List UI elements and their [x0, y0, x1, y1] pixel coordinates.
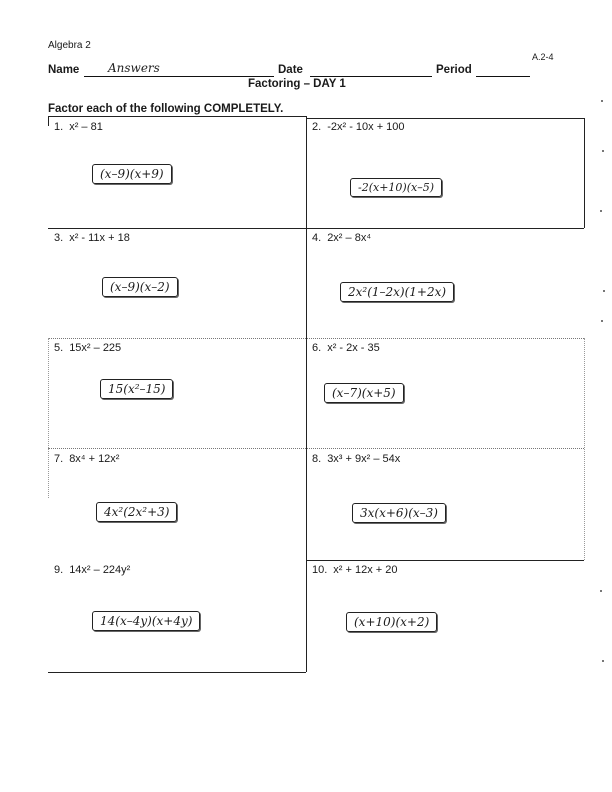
- problem-3: [54, 232, 130, 244]
- name-line: [84, 76, 274, 77]
- problem-9: [54, 564, 130, 576]
- problem-5: [54, 342, 121, 354]
- answer-box-1: (x–9)(x+9): [92, 164, 172, 184]
- answer-box-8: 3x(x+6)(x–3): [352, 503, 446, 523]
- problem-expression: 15x² – 225: [69, 342, 122, 354]
- scan-speck: [602, 150, 604, 152]
- answer-box-2: -2(x+10)(x–5): [350, 178, 442, 197]
- worksheet-code: A.2-4: [532, 52, 554, 62]
- name-label: Name: [48, 64, 80, 76]
- period-line: [476, 76, 530, 77]
- scan-speck: [601, 320, 603, 322]
- answer-box-5: 15(x²–15): [100, 379, 173, 399]
- answer-box-3: (x–9)(x–2): [102, 277, 178, 297]
- page-title: Factoring – DAY 1: [248, 78, 346, 90]
- problem-expression: -2x² - 10x + 100: [327, 121, 405, 133]
- scan-speck: [603, 290, 605, 292]
- problem-2: [312, 121, 405, 133]
- answer-box-7: 4x²(2x²+3): [96, 502, 177, 522]
- name-value: Answers: [108, 61, 160, 75]
- course-label: Algebra 2: [48, 40, 91, 51]
- scan-speck: [601, 100, 603, 102]
- problem-7: [54, 453, 119, 465]
- problem-number: 8.: [312, 453, 322, 465]
- problem-expression: x² – 81: [69, 121, 103, 133]
- problem-8: [312, 453, 400, 465]
- answer-box-4: 2x²(1–2x)(1+2x): [340, 282, 454, 302]
- problem-expression: 14x² – 224y²: [69, 564, 131, 576]
- grid-right-line: [584, 118, 585, 228]
- grid-left-tick: [48, 116, 49, 126]
- problem-number: 4.: [312, 232, 322, 244]
- grid-row-divider-4: [306, 560, 584, 561]
- problem-number: 9.: [54, 564, 64, 576]
- grid-center-line: [306, 116, 307, 672]
- grid-row-divider-1: [48, 228, 584, 229]
- grid-top-right: [306, 118, 584, 119]
- grid-bottom-line: [48, 672, 306, 673]
- grid-row-divider-3: [48, 448, 584, 449]
- problem-expression: x² - 2x - 35: [327, 342, 380, 354]
- problem-1: [54, 121, 103, 133]
- grid-row-divider-2: [48, 338, 584, 339]
- scan-speck: [600, 210, 602, 212]
- answer-box-9: 14(x–4y)(x+4y): [92, 611, 200, 631]
- scan-speck: [600, 590, 602, 592]
- problem-number: 7.: [54, 453, 64, 465]
- problem-4: [312, 232, 371, 244]
- problem-number: 3.: [54, 232, 64, 244]
- answer-box-6: (x–7)(x+5): [324, 383, 404, 403]
- problem-expression: 3x³ + 9x² – 54x: [327, 453, 401, 465]
- problem-expression: 2x² – 8x⁴: [327, 232, 372, 244]
- grid-left-dotted: [48, 338, 49, 498]
- problem-expression: 8x⁴ + 12x²: [69, 453, 120, 465]
- period-label: Period: [436, 64, 472, 76]
- problem-number: 2.: [312, 121, 322, 133]
- problem-expression: x² - 11x + 18: [69, 232, 130, 244]
- grid-top-left: [48, 116, 306, 117]
- answer-box-10: (x+10)(x+2): [346, 612, 437, 632]
- date-line: [310, 76, 432, 77]
- problem-6: [312, 342, 380, 354]
- grid-right-dotted: [584, 338, 585, 560]
- problem-expression: x² + 12x + 20: [333, 564, 398, 576]
- instructions: Factor each of the following COMPLETELY.: [48, 103, 284, 115]
- problem-number: 5.: [54, 342, 64, 354]
- scan-speck: [602, 660, 604, 662]
- problem-10: [312, 564, 398, 576]
- problem-number: 10.: [312, 564, 328, 576]
- problem-number: 6.: [312, 342, 322, 354]
- problem-number: 1.: [54, 121, 64, 133]
- date-label: Date: [278, 64, 303, 76]
